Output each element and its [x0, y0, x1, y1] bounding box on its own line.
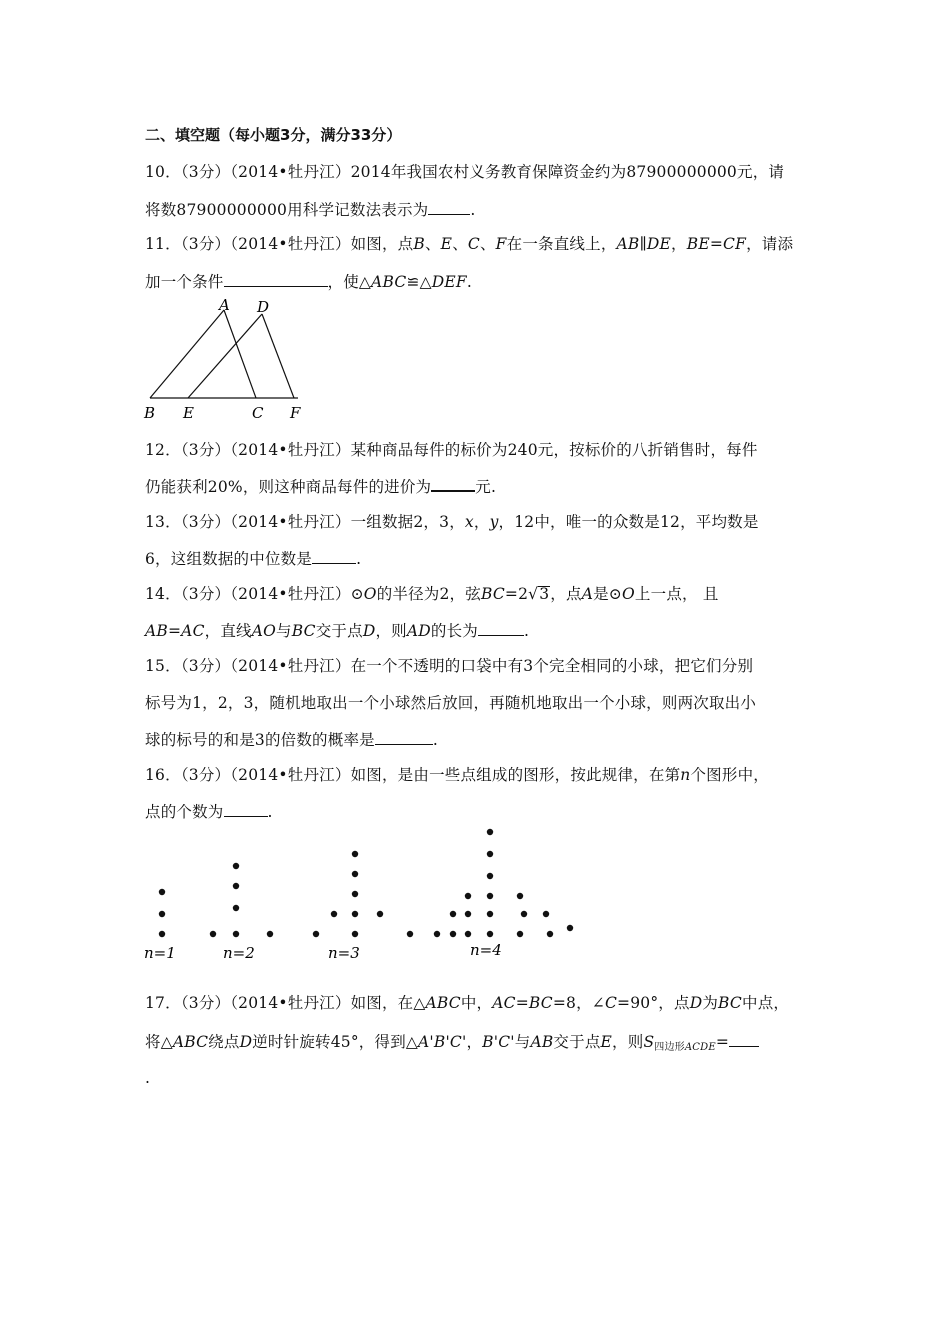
q17-var: E: [600, 1033, 613, 1051]
q11-var: ABC: [371, 273, 407, 291]
pattern-dot: [434, 931, 440, 937]
q11-var: AB: [616, 235, 640, 253]
q11-text: ，使△: [327, 273, 372, 291]
q11-var: F: [495, 235, 507, 253]
q13-text: .: [356, 550, 362, 568]
label-d: D: [257, 298, 270, 316]
q14-text: .: [524, 622, 530, 640]
q15-answer-blank: [375, 730, 433, 745]
label-b: B: [144, 404, 156, 422]
q11-text: ，请添: [746, 235, 794, 253]
q16-text: 点的个数为: [145, 803, 224, 821]
pattern-dot: [352, 851, 358, 857]
q14-var: BC: [291, 622, 316, 640]
q17-text: 绕点: [208, 1033, 240, 1051]
q16-var: n: [680, 766, 691, 784]
pattern-dot: [352, 931, 358, 937]
pattern-dot: [450, 911, 456, 917]
pattern-dot: [159, 911, 165, 917]
q14-var: O: [622, 585, 635, 603]
q11-text: 在一条直线上，: [506, 235, 617, 253]
q11-triangle-figure: [140, 298, 320, 424]
q16-answer-blank: [224, 802, 268, 817]
label-c: C: [252, 404, 264, 422]
q14-var: A: [581, 585, 594, 603]
q14-text: =2: [504, 585, 529, 603]
q17-text: ，则: [612, 1033, 644, 1051]
q11-answer-blank: [224, 272, 328, 287]
figure-label-n2: n=2: [223, 944, 255, 962]
figure-label-n3: n=3: [328, 944, 360, 962]
q13-text: ，: [473, 513, 490, 531]
q14-var: BC: [480, 585, 505, 603]
q14-var: AB=AC: [145, 622, 205, 640]
q17-var: A'B'C': [418, 1033, 467, 1051]
figure-label-n1: n=1: [144, 944, 176, 962]
pattern-dot: [487, 829, 493, 835]
q17-text: ，: [466, 1033, 483, 1051]
pattern-dot: [159, 931, 165, 937]
q15-line-2: 标号为1，2，3，随机地取出一个小球然后放回，再随机地取出一个小球，则两次取出小: [145, 694, 757, 712]
q10-text: 将数87900000000用科学记数法表示为: [145, 201, 429, 219]
q17-text: 与: [514, 1033, 531, 1051]
q10-period: .: [470, 201, 476, 219]
label-a: A: [219, 298, 230, 314]
q17-var: B'C': [482, 1033, 515, 1051]
q10-line-2: [145, 198, 476, 220]
pattern-dot: [487, 893, 493, 899]
q14-var: AO: [251, 622, 277, 640]
pattern-dot: [377, 911, 383, 917]
pattern-dot: [547, 931, 553, 937]
q10-line-1: 10．（3分）（2014•牡丹江）2014年我国农村义务教育保障资金约为87900000000元，请: [145, 163, 785, 181]
q13-text: 6，这组数据的中位数是: [145, 550, 313, 568]
q17-text: 中，: [460, 994, 493, 1012]
q15-text: 球的标号的和是3的倍数的概率是: [145, 731, 375, 749]
q11-var: BE=CF: [686, 235, 747, 253]
q17-text: =8，∠: [552, 994, 605, 1012]
q13-var: y: [489, 513, 499, 531]
q17-text: =90°，点: [617, 994, 690, 1012]
q11-text: 、: [479, 235, 496, 253]
q16-dot-pattern-figure: [140, 822, 590, 964]
q14-var: D: [362, 622, 376, 640]
q10-answer-blank: [428, 200, 470, 215]
pattern-dot: [352, 891, 358, 897]
q14-text: 的长为: [430, 622, 478, 640]
q14-line-2: [145, 619, 529, 641]
section-title: 二、填空题（每小题3分，满分33分）: [145, 126, 402, 144]
q14-text: ，点: [550, 585, 582, 603]
pattern-dot: [521, 911, 527, 917]
q15-line-3: [145, 728, 438, 750]
q12-answer-blank: [431, 476, 475, 492]
q14-text: 与: [276, 622, 292, 640]
pattern-dot: [567, 925, 573, 931]
q17-var: C: [604, 994, 618, 1012]
q17-var: AB: [530, 1033, 554, 1051]
q11-text: 加一个条件: [145, 273, 224, 291]
pattern-dot: [487, 873, 493, 879]
q17-answer-blank: [729, 1032, 759, 1047]
pattern-dot: [313, 931, 319, 937]
q17-subscript: ACDE: [684, 1042, 716, 1053]
segment-df: [262, 314, 294, 398]
q14-var: AD: [406, 622, 431, 640]
q16-line-1: [145, 763, 769, 785]
q13-line-2: [145, 547, 361, 569]
pattern-dot: [517, 931, 523, 937]
q11-var: DE: [646, 235, 672, 253]
figure-label-n4: n=4: [470, 941, 502, 959]
q14-text: ，则: [375, 622, 407, 640]
q14-answer-blank: [478, 621, 524, 636]
segment-ac: [224, 310, 256, 398]
pattern-dot: [543, 911, 549, 917]
q12-line-2: [145, 475, 496, 497]
pattern-dot: [233, 905, 239, 911]
q11-line-1: [145, 232, 793, 254]
q11-var: C: [467, 235, 480, 253]
q17-var: BC: [718, 994, 742, 1012]
q11-line-2: [145, 270, 472, 292]
q13-var: x: [464, 513, 474, 531]
segment-ab: [150, 310, 224, 398]
q17-line-3: .: [145, 1069, 151, 1087]
q13-text: 13．（3分）（2014•牡丹江）一组数据2，3，: [145, 513, 465, 531]
q17-var: AC=BC: [492, 994, 553, 1012]
q11-text: ，: [671, 235, 687, 253]
q13-answer-blank: [312, 549, 356, 564]
q17-text: 交于点: [553, 1033, 601, 1051]
pattern-dot: [487, 931, 493, 937]
q17-var: S: [643, 1033, 655, 1051]
q15-line-1: 15．（3分）（2014•牡丹江）在一个不透明的口袋中有3个完全相同的小球，把它们分别: [145, 657, 754, 675]
q14-text: 是⊙: [593, 585, 622, 603]
q14-text: 上一点， 且: [634, 585, 719, 603]
q16-line-2: [145, 800, 273, 822]
pattern-dot: [233, 883, 239, 889]
q17-var: ABC: [172, 1033, 209, 1051]
pattern-dot: [159, 889, 165, 895]
pattern-dot: [465, 893, 471, 899]
q14-var: O: [363, 585, 377, 603]
q11-var: E: [440, 235, 453, 253]
q11-text: 、: [424, 235, 441, 253]
q11-text: 、: [452, 235, 468, 253]
q17-text: =: [715, 1033, 730, 1051]
pattern-dot: [352, 871, 358, 877]
q14-line-1: [145, 582, 719, 604]
q15-text: .: [432, 731, 439, 749]
q16-text: 个图形中，: [690, 766, 769, 784]
pattern-dot: [517, 893, 523, 899]
pattern-dot: [331, 911, 337, 917]
q16-text: 16．（3分）（2014•牡丹江）如图，是由一些点组成的图形，按此规律，在第: [145, 766, 681, 784]
q17-text: 中点，: [742, 994, 790, 1012]
q17-text: 将△: [145, 1033, 173, 1051]
q11-text: ∥: [639, 235, 647, 253]
pattern-dot: [465, 931, 471, 937]
q12-text: 仍能获利20%，则这种商品每件的进价为: [145, 478, 432, 496]
pattern-dot: [233, 931, 239, 937]
q11-text: ≌△: [406, 273, 432, 291]
pattern-dot: [465, 911, 471, 917]
q14-text: 14．（3分）（2014•牡丹江）⊙: [145, 585, 364, 603]
pattern-dot: [487, 851, 493, 857]
q14-text: 交于点: [315, 622, 363, 640]
q11-text: 11．（3分）（2014•牡丹江）如图，点: [145, 235, 414, 253]
q14-text: 的半径为2，弦: [376, 585, 481, 603]
q17-text: 为: [702, 994, 719, 1012]
sqrt-sign: √: [528, 585, 539, 603]
q17-var: D: [689, 994, 703, 1012]
pattern-dot: [267, 931, 273, 937]
q16-text: .: [267, 803, 273, 821]
q17-line-2: [145, 1030, 759, 1053]
q17-subscript: 四边形: [654, 1042, 685, 1053]
q11-text: .: [466, 273, 472, 291]
q17-line-1: [145, 991, 789, 1013]
q12-line-1: 12．（3分）（2014•牡丹江）某种商品每件的标价为240元，按标价的八折销售时，每件: [145, 441, 758, 459]
pattern-dot: [407, 931, 413, 937]
q11-var: B: [413, 235, 425, 253]
q13-line-1: [145, 510, 759, 532]
label-f: F: [290, 404, 301, 422]
q17-text: 17．（3分）（2014•牡丹江）如图，在△: [145, 994, 426, 1012]
label-e: E: [183, 404, 194, 422]
pattern-dot: [233, 863, 239, 869]
q17-text: 逆时针旋转45°，得到△: [252, 1033, 419, 1051]
pattern-dot: [487, 911, 493, 917]
q17-var: D: [239, 1033, 253, 1051]
q12-text: 元.: [475, 478, 497, 496]
pattern-dot: [352, 911, 358, 917]
q13-text: ，12中，唯一的众数是12，平均数是: [498, 513, 759, 531]
q17-var: ABC: [425, 994, 461, 1012]
pattern-dot: [450, 931, 456, 937]
q14-text: ，直线: [204, 622, 252, 640]
sqrt-radicand: 3: [539, 585, 550, 603]
q11-var: DEF: [431, 273, 467, 291]
pattern-dot: [210, 931, 216, 937]
